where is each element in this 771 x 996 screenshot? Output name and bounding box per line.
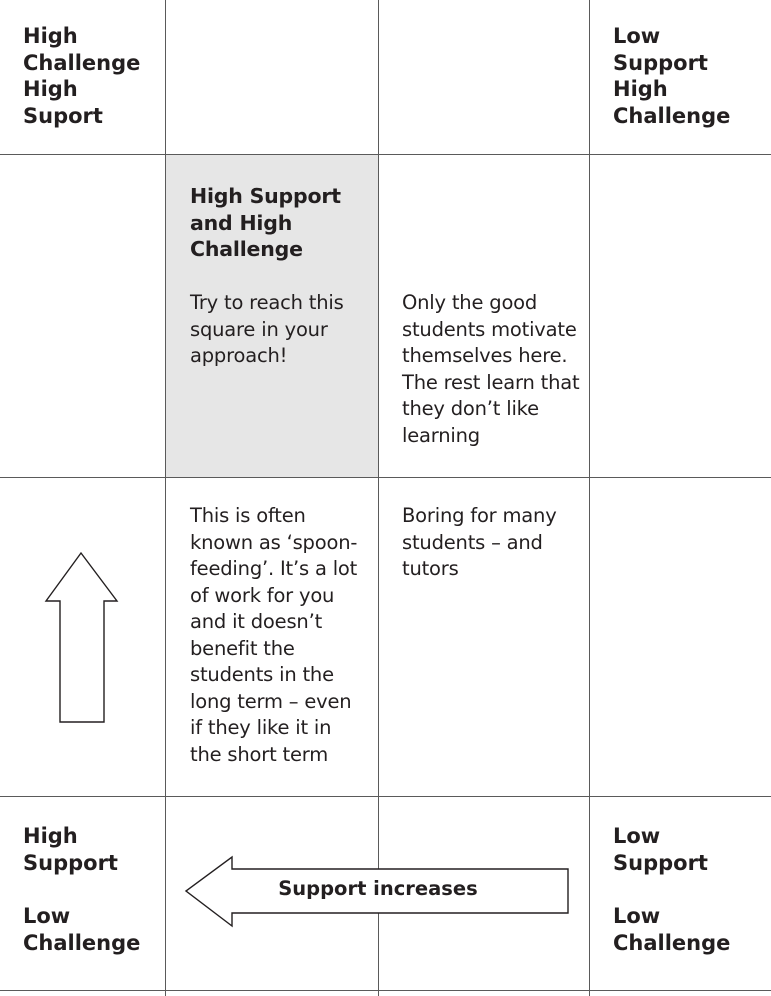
high-support-high-challenge-body: Try to reach this square in your approach! [190,291,344,367]
corner-top-left-label: High Challenge High Suport [23,24,141,128]
low-support-high-challenge-body: Only the good students motivate themselves here. The rest learn that they don’t like learning [402,291,580,447]
corner-bottom-left-challenge-label: Low Challenge [23,904,141,955]
corner-bottom-left-support-label: High Support [23,824,118,875]
spoon-feeding-body: This is often known as ‘spoon- feeding’. It’s a lot of work for you and it doesn’t benefit the students in the long term – even if they like it in the short term [190,504,358,766]
boring-cell-body: Boring for many students – and tutors [402,504,557,580]
corner-bottom-right-challenge-label: Low Challenge [613,904,731,955]
corner-bottom-right-support-label: Low Support [613,824,708,875]
high-support-high-challenge-title: High Support and High Challenge [190,184,341,261]
corner-top-right-label: Low Support High Challenge [613,24,731,128]
up-arrow [46,553,117,722]
support-increases-label: Support increases [278,877,478,900]
